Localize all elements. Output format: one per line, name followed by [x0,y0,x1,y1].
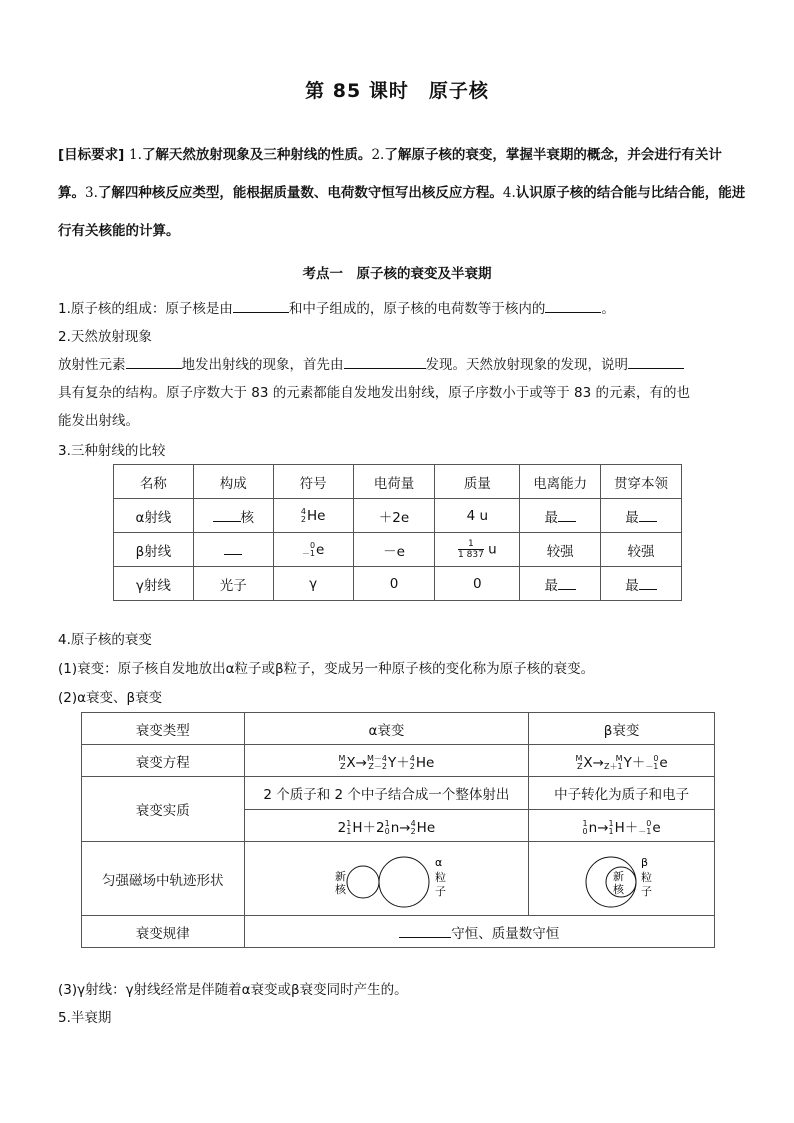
paragraph-heading-2: 2.天然放射现象 [58,329,152,345]
table-row-essence [82,777,715,810]
goal-num-4: 4. [502,185,516,201]
goal-num-3: 3. [85,185,98,201]
header-cell: α衰变 [244,713,529,745]
alpha-equation: M Z X→ M－4 Z－2 Y＋ 4 2 He [244,745,529,777]
paragraph-radiation [58,353,684,373]
isotope-numbers [645,755,658,771]
element: e [316,541,325,558]
label-particle-2: 子 [640,884,652,898]
alpha-track-svg [311,844,461,914]
goal-num-1: 1. [129,147,142,163]
name-cell: α射线 [114,499,194,533]
header-cell: 质量 [435,465,520,499]
mass-number: M－4 [366,753,387,763]
row-label: 衰变方程 [82,745,245,777]
new-nucleus-track [347,866,379,898]
penetration-cell [601,567,682,601]
goal-tag: [目标要求] [58,147,125,163]
isotope-numbers [302,542,315,558]
fill-blank[interactable] [233,299,289,313]
isotope-numbers [301,508,306,524]
text: 最 [544,509,558,526]
mass-number: M [615,753,623,763]
beta-particle-track [586,857,636,907]
table-row-law [82,916,715,948]
isotope-numbers [604,755,623,771]
paragraph-decay-definition: (1)衰变：原子核自发地放出α粒子或β粒子，变成另一种原子核的变化称为原子核的衰变。 [58,661,595,677]
composition-cell: 光子 [193,567,273,601]
mass-cell: 4 u [435,499,520,533]
label-new: 新 [335,869,347,883]
text: 1.原子核的组成：原子核是由 [58,301,233,317]
isotope-numbers [410,755,415,771]
symbol-cell [273,499,353,533]
header-cell: 名称 [114,465,194,499]
label-particle-1: 粒 [435,870,447,884]
label-particle-1: 粒 [640,870,652,884]
fraction [458,539,484,560]
fill-blank[interactable] [126,355,182,369]
composition-cell [193,499,273,533]
mass-number: 4 [409,753,415,763]
coefficient: 2 [337,819,347,836]
fill-blank[interactable] [639,508,657,522]
table-row-alpha [114,499,682,533]
charge-number: 2 [300,514,306,524]
table-header-row [114,465,682,499]
paragraph-heading-5: 5.半衰期 [58,1010,112,1026]
charge-number: 2 [409,761,415,771]
penetration-cell: 较强 [601,533,682,567]
text: 最 [544,577,558,594]
text: 最 [625,577,639,594]
ionization-cell: 较强 [520,533,601,567]
charge-number: Z－2 [368,761,387,771]
ionization-cell [520,499,601,533]
header-cell: 符号 [273,465,353,499]
beta-equation: M Z X→ M Z＋1 Y＋ 0 －1 e [529,745,715,777]
label-nucleus: 核 [335,882,347,896]
table-row-equation [82,745,715,777]
beta-reaction: 1 0 n→ 1 1 H＋ 0 －1 e [529,810,715,842]
paragraph-composition [58,297,615,317]
charge-number: Z＋1 [603,761,623,771]
text: 放射性元素 [58,357,126,373]
penetration-cell [601,499,682,533]
mass-number: 0 [309,540,316,550]
mass-number: 0 [653,753,659,763]
paragraph-structure-end: 能发出射线。 [58,413,139,429]
paragraph-heading-4: 4.原子核的衰变 [58,632,152,648]
beta-essence: 中子转化为质子和电子 [529,777,715,810]
paragraph-gamma: (3)γ射线：γ射线经常是伴随着α衰变或β衰变同时产生的。 [58,982,408,998]
fill-blank[interactable] [224,541,242,555]
text: 发现。天然放射现象的发现，说明 [425,357,628,373]
alpha-reaction: 2 1 1 H＋2 1 0 n→ 4 2 He [244,810,529,842]
goal-text-4: 认识原子核的结合能与比结合能，能进行有关核能的计算。 [58,185,746,239]
header-cell: 衰变类型 [82,713,245,745]
header-cell: 贯穿本领 [601,465,682,499]
charge-number: Z [339,761,346,771]
isotope-numbers [576,755,583,771]
paragraph-structure: 具有复杂的结构。原子序数大于 83 的元素都能自发地发出射线，原子序数小于或等于 83 的元素，有的也 [58,385,691,401]
unit: u [488,541,497,558]
label-beta: β [640,855,648,869]
table-row-track [82,842,715,916]
symbol-cell [273,533,353,567]
name-cell: γ射线 [114,567,194,601]
fill-blank[interactable] [558,576,576,590]
mass-number: M [575,753,583,763]
alpha-track-diagram [244,842,529,916]
fill-blank[interactable] [558,508,576,522]
table-row-beta [114,533,682,567]
isotope-numbers [367,755,387,771]
alpha-essence: 2 个质子和 2 个中子结合成一个整体射出 [244,777,529,810]
label-particle-2: 子 [435,884,447,898]
header-cell: 电荷量 [353,465,435,499]
label-new: 新 [612,869,624,883]
paragraph-heading-3: 3.三种射线的比较 [58,443,166,459]
page-title: 第 85 课时 原子核 [305,80,489,102]
row-label: 匀强磁场中轨迹形状 [82,842,245,916]
charge-cell: －e [353,533,435,567]
table-header-row [82,713,715,745]
charge-number: －1 [645,761,659,771]
mass-number: M [338,753,346,763]
text: 。 [601,301,615,317]
mass-number: 4 [300,506,306,516]
goal-paragraph [58,136,748,250]
decay-comparison-table [81,712,715,948]
beta-track-svg [577,844,667,914]
beta-track-diagram [529,842,715,916]
alpha-particle-track [379,857,429,907]
name-cell: β射线 [114,533,194,567]
fill-blank[interactable] [399,924,451,938]
row-label: 衰变实质 [82,777,245,842]
charge-number: －1 [301,548,316,558]
fill-blank[interactable] [628,355,684,369]
coefficient: ＋2 [362,819,385,836]
text: 和中子组成的，原子核的电荷数等于核内的 [288,301,546,317]
goal-text-1: 了解天然放射现象及三种射线的性质。 [141,147,372,163]
label-nucleus: 核 [612,882,624,896]
goal-text-3: 了解四种核反应类型，能根据质量数、电荷数守恒写出核反应方程。 [97,185,503,201]
paragraph-decay-types: (2)α衰变、β衰变 [58,690,163,706]
charge-cell: ＋2e [353,499,435,533]
mass-cell: 0 [435,567,520,601]
numerator: 1 [468,539,474,549]
fill-blank[interactable] [344,355,426,369]
element: He [306,507,326,524]
text: 核 [240,509,255,526]
header-cell: 构成 [193,465,273,499]
fill-blank[interactable] [639,576,657,590]
text: 守恒、质量数守恒 [451,925,560,942]
charge-cell: 0 [353,567,435,601]
law-cell [244,916,714,948]
goal-text-2: 了解原子核的衰变，掌握半衰期的概念，并会进行有关计算。 [58,147,722,201]
text: 地发出射线的现象，首先由 [181,357,344,373]
section-heading: 考点一 原子核的衰变及半衰期 [302,266,492,282]
composition-cell [193,533,273,567]
fill-blank[interactable] [213,508,241,522]
mass-cell [435,533,520,567]
charge-number: Z [576,761,583,771]
ionization-cell [520,567,601,601]
header-cell: 电离能力 [520,465,601,499]
table-row-gamma [114,567,682,601]
ray-comparison-table [113,464,682,601]
row-label: 衰变规律 [82,916,245,948]
label-alpha: α [435,855,443,869]
denominator: 1 837 [458,550,484,560]
text: 最 [625,509,639,526]
goal-num-2: 2. [371,147,385,163]
fill-blank[interactable] [545,299,601,313]
symbol-cell: γ [273,567,353,601]
isotope-numbers [339,755,346,771]
header-cell: β衰变 [529,713,715,745]
